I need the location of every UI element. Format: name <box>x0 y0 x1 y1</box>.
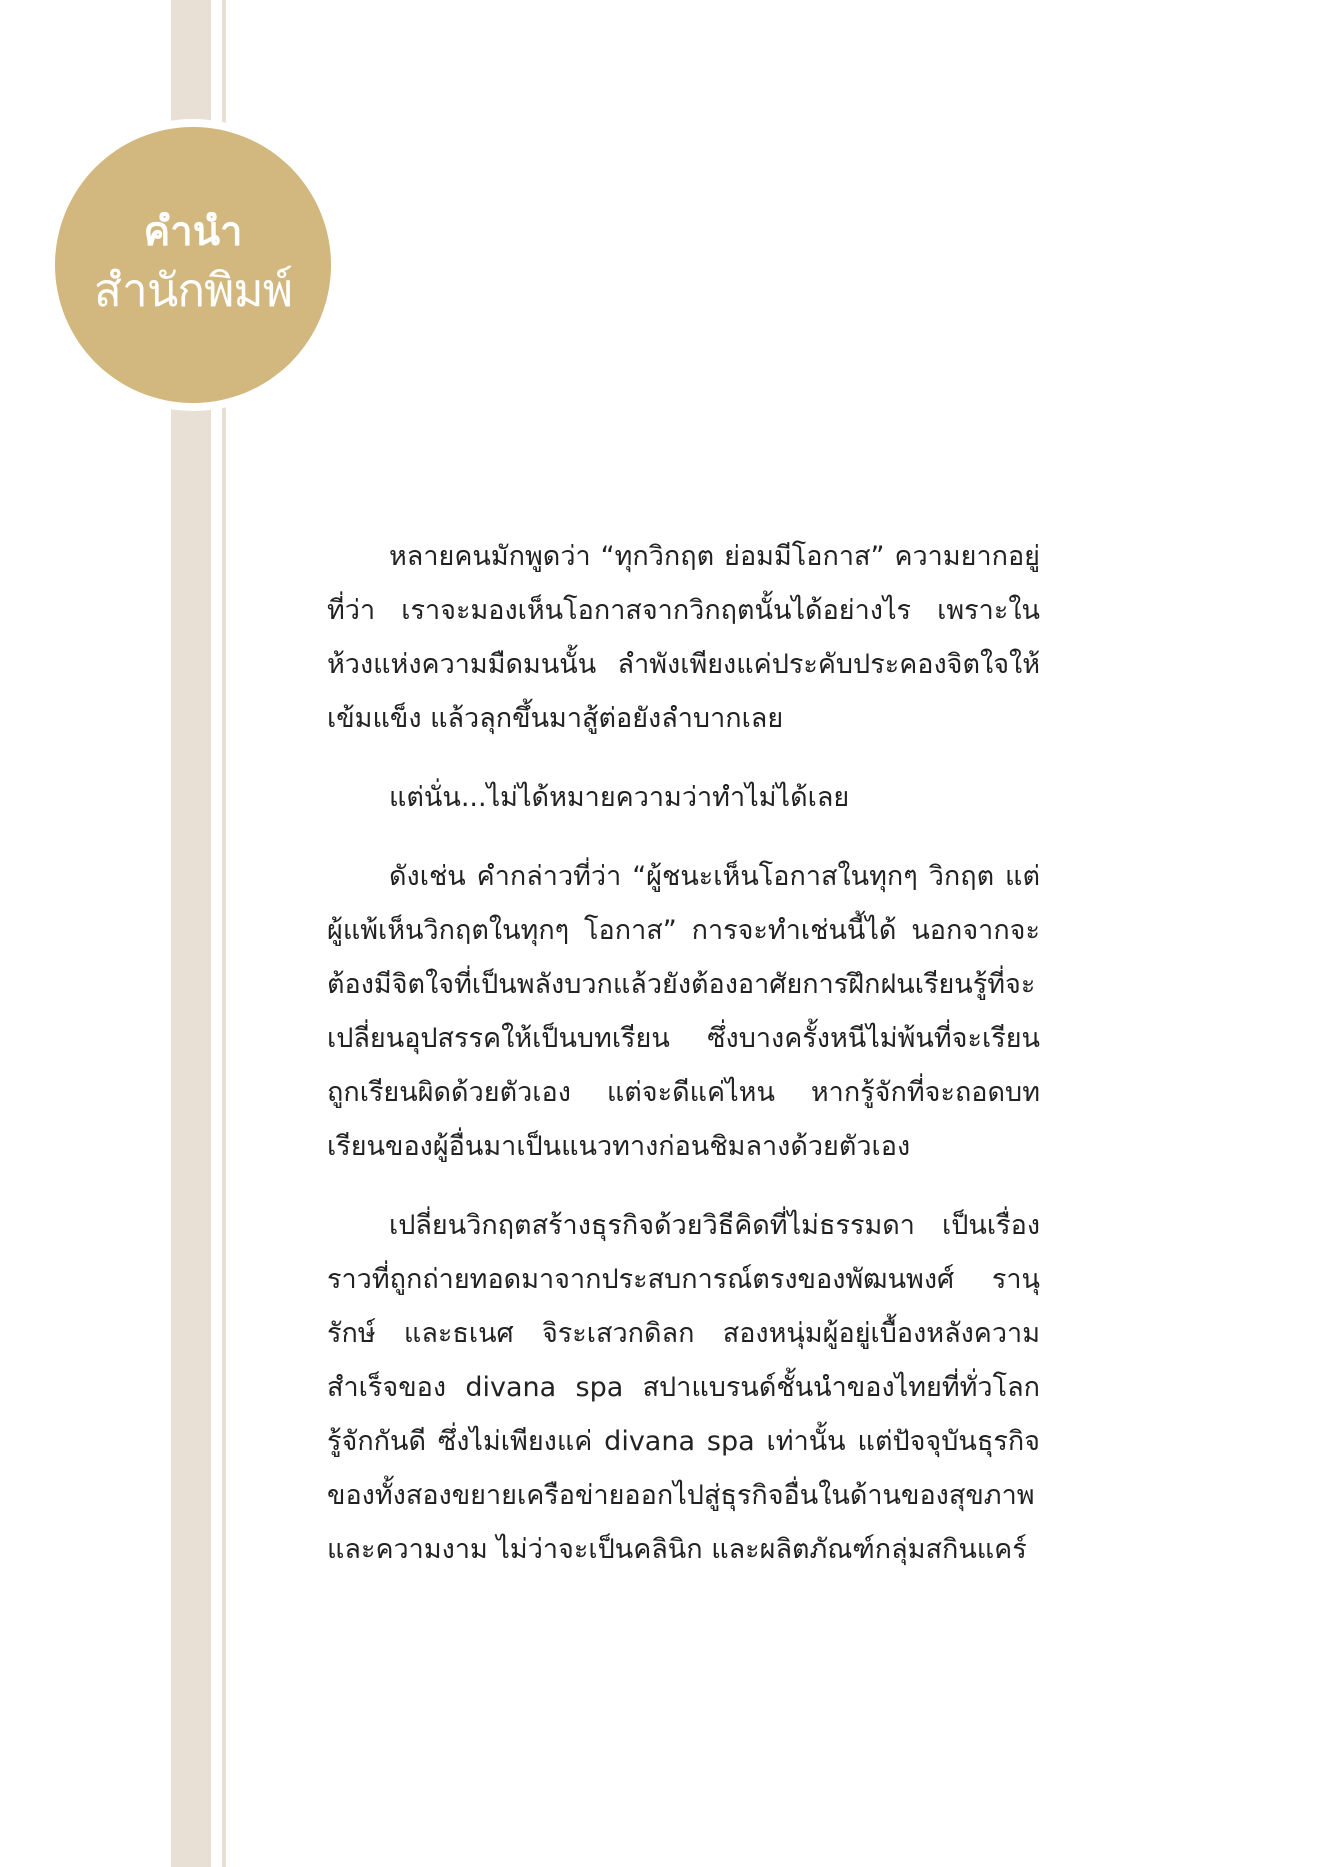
section-badge <box>47 119 339 411</box>
body-text <box>327 530 1040 1577</box>
paragraph-1: หลายคนมักพูดว่า “ทุกวิกฤต ย่อมมีโอกาส” ความยากอยู่ที่ว่า เราจะมองเห็นโอกาสจากวิกฤตนั้นได้อย่างไร เพราะในห้วงแห่งความมืดมนนั้น ลำพังเพียงแค่ประคับประคองจิตใจให้เข้มแข็ง แล้วลุกขึ้นมาสู้ต่อยังลำบากเลย <box>327 541 1040 734</box>
paragraph-4: เปลี่ยนวิกฤตสร้างธุรกิจด้วยวิธีคิดที่ไม่ธรรมดา เป็นเรื่องราวที่ถูกถ่ายทอดมาจากประสบการณ์ตรงของพัฒนพงศ์ รานุรักษ์ และธเนศ จิระเสวกดิลก สองหนุ่มผู้อยู่เบื้องหลังความสำเร็จของ divana spa สปาแบรนด์ชั้นนำของไทยที่ทั่วโลกรู้จักกันดี ซึ่งไม่เพียงแค่ divana spa เท่านั้น แต่ปัจจุบันธุรกิจของทั้งสองขยายเครือข่ายออกไปสู่ธุรกิจอื่นในด้านของสุขภาพ และความงาม ไม่ว่าจะเป็นคลินิก และผลิตภัณฑ์กลุ่มสกินแคร์ <box>327 1210 1040 1565</box>
paragraph-3: ดังเช่น คำกล่าวที่ว่า “ผู้ชนะเห็นโอกาสในทุกๆ วิกฤต แต่ผู้แพ้เห็นวิกฤตในทุกๆ โอกาส” การจะทำเช่นนี้ได้ นอกจากจะต้องมีจิตใจที่เป็นพลังบวกแล้วยังต้องอาศัยการฝึกฝนเรียนรู้ที่จะเปลี่ยนอุปสรรคให้เป็นบทเรียน ซึ่งบางครั้งหนีไม่พ้นที่จะเรียนถูกเรียนผิดด้วยตัวเอง แต่จะดีแค่ไหน หากรู้จักที่จะถอดบทเรียนของผู้อื่นมาเป็นแนวทางก่อนชิมลางด้วยตัวเอง <box>327 861 1040 1162</box>
section-title-line2: สำนักพิมพ์ <box>93 263 293 317</box>
section-badge-circle <box>55 127 331 403</box>
paragraph-2: แต่นั่น...ไม่ได้หมายความว่าทำไม่ได้เลย <box>389 782 850 813</box>
section-title-line1: คำนำ <box>143 209 243 255</box>
